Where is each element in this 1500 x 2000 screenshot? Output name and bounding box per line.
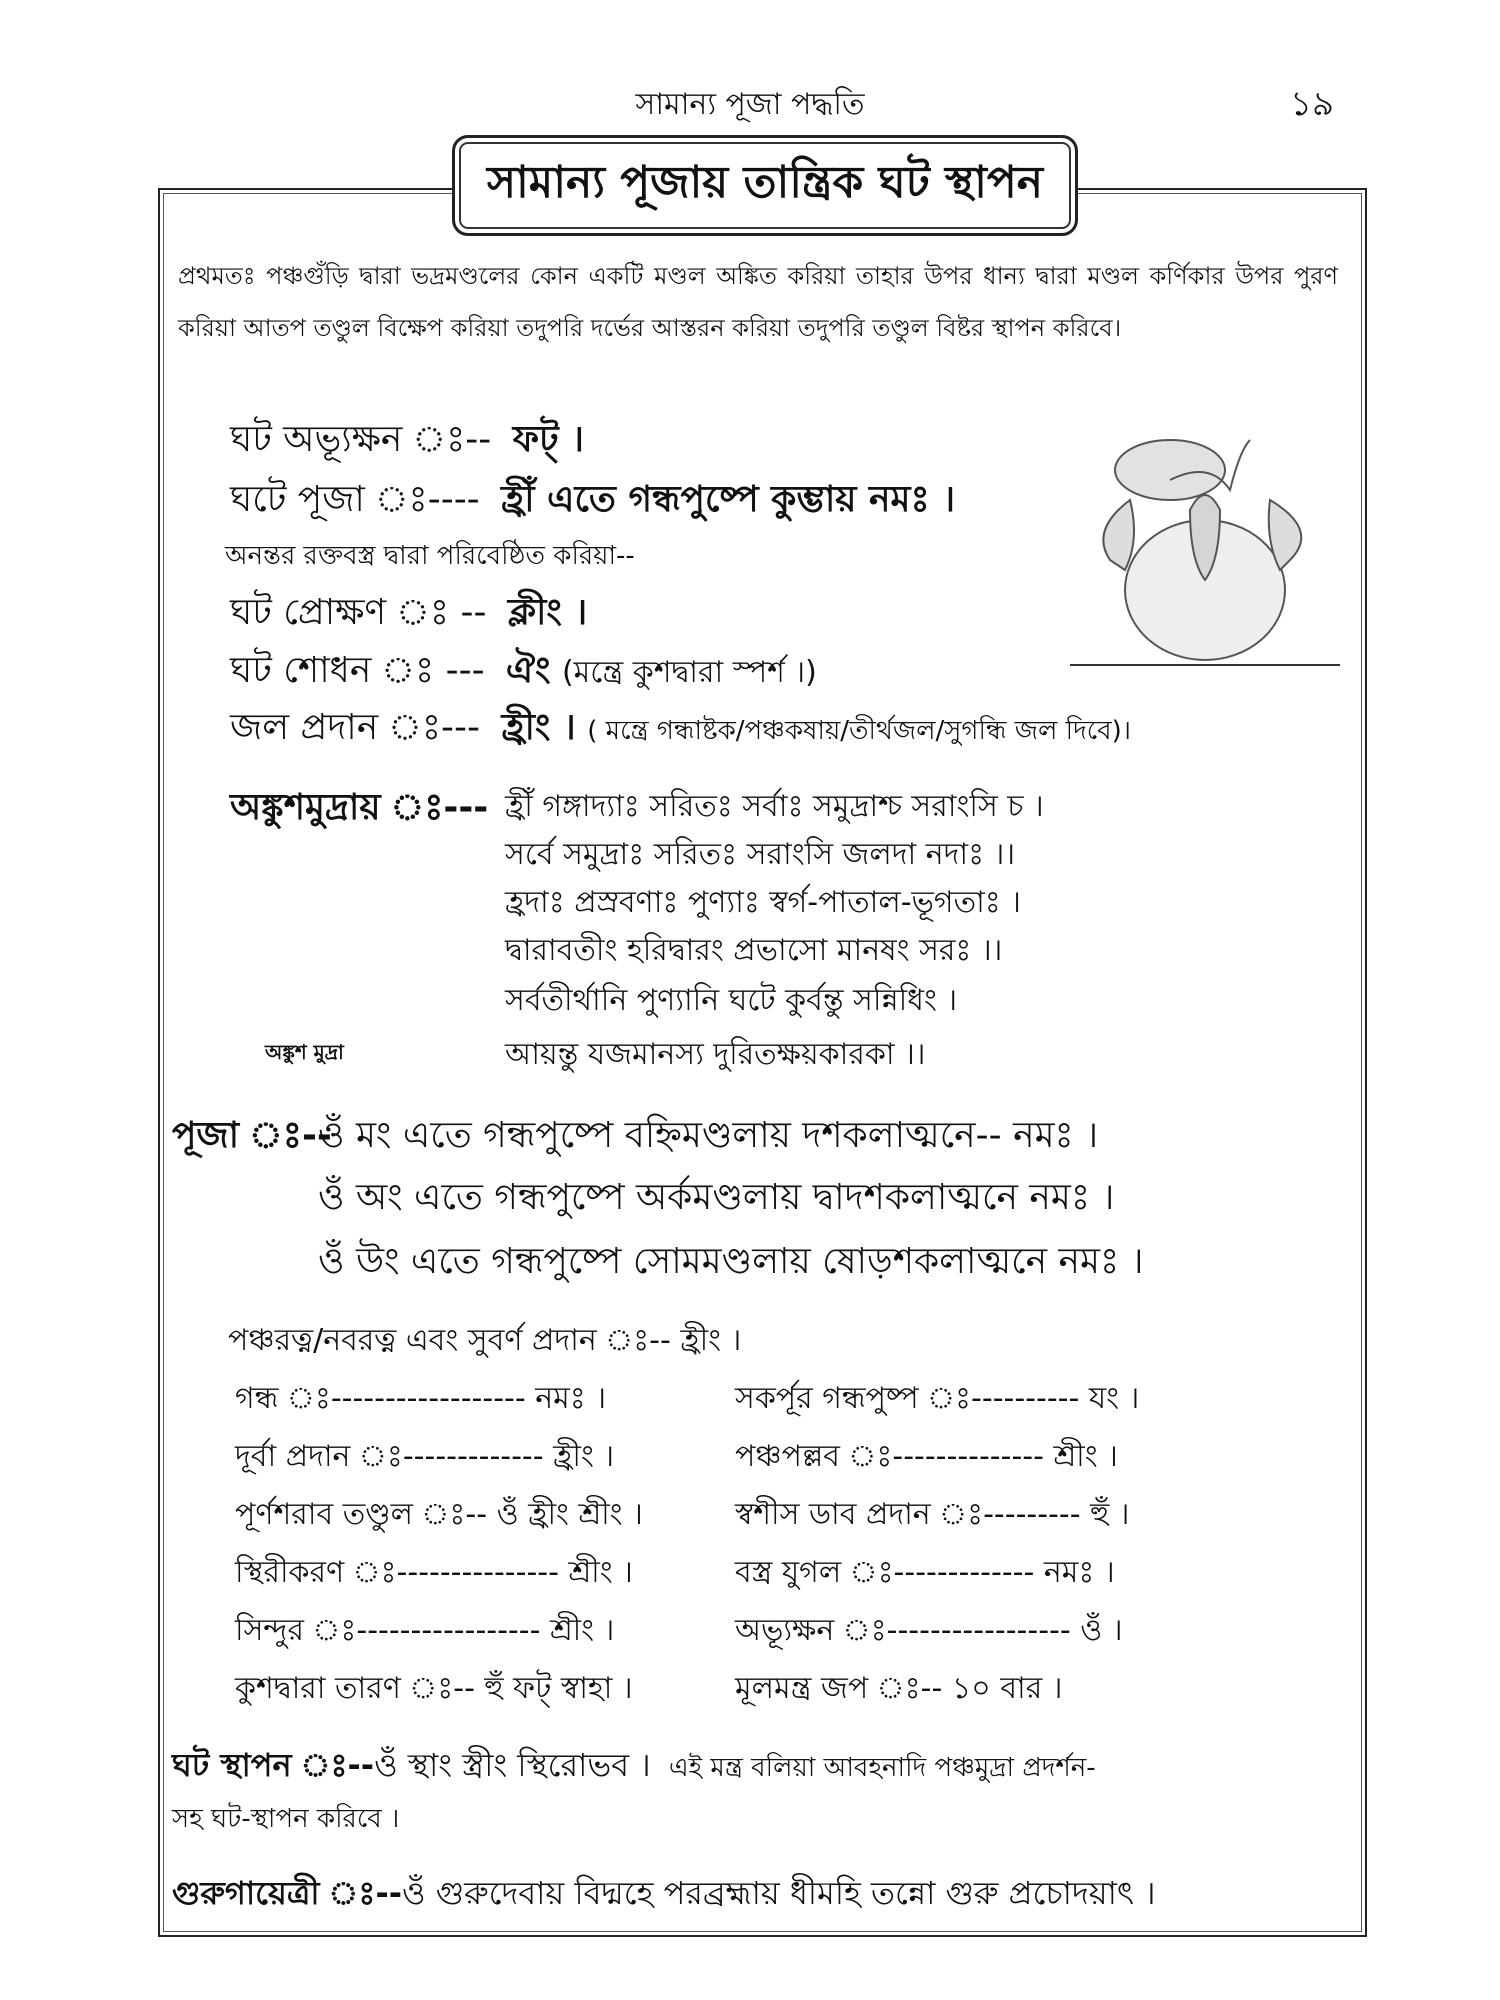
step-ghat-prokshan <box>230 585 587 645</box>
offering-right-mantra: ওঁ । <box>1080 1613 1123 1648</box>
ghat-pot-illustration <box>1070 420 1340 670</box>
offering-row-right <box>735 1374 1139 1425</box>
guru-gayatri-line <box>172 1868 1156 1922</box>
offering-row-right <box>735 1432 1118 1483</box>
offering-row-right <box>735 1606 1123 1657</box>
pancharatna-line: পঞ্চরত্ন/নবরত্ন এবং সুবর্ণ প্রদান ঃ-- হ্রীং । <box>228 1323 742 1358</box>
offering-left-mantra: ওঁ হ্রীং শ্রীং । <box>496 1497 643 1532</box>
intro-paragraph: প্রথমতঃ পঞ্চগুঁড়ি দ্বারা ভদ্রমণ্ডলের কোন একটি মণ্ডল অঙ্কিত করিয়া তাহার উপর ধান্য দ্বারা মণ্ডল কর্ণিকার উপর পুরণ করিয়া আতপ তণ্ডুল বিক্ষেপ করিয়া তদুপরি দর্ভের আস্তরন করিয়া তদুপরি তণ্ডুল বিষ্টর স্থাপন করিবে। <box>178 262 1338 342</box>
offering-right-mantra: নমঃ । <box>1043 1555 1115 1590</box>
step-paren: ( মন্ত্রে গন্ধাষ্টক/পঞ্চকষায়/তীর্থজল/সুগন্ধি জল দিবে)। <box>587 716 1132 746</box>
offering-row <box>235 1432 614 1483</box>
mulmantra-jap-line: মূলমন্ত্র জপ ঃ-- ১০ বার । <box>735 1671 1063 1706</box>
step-jal-pradan <box>230 700 1131 760</box>
offering-left-mantra: শ্রীং । <box>549 1613 615 1648</box>
ankusha-line-5: সর্বতীর্থানি পুণ্যানি ঘটে কুর্বন্তু সন্নিধিং । <box>505 983 958 1018</box>
offering-right-label: বস্ত্র যুগল ঃ------------- <box>735 1555 1035 1590</box>
step-label: ঘট শোধন ঃ --- <box>230 650 485 691</box>
offering-right-mantra: যং । <box>1088 1381 1140 1416</box>
step-ghat-puja <box>230 472 955 532</box>
step-paren: (মন্ত্রে কুশদ্বারা স্পর্শ ।) <box>561 655 817 690</box>
ankusha-line-1: হ্রীঁ গঙ্গাদ্যাঃ সরিতঃ সর্বাঃ সমুদ্রাশ্চ সরাংসি চ । <box>505 789 1044 824</box>
page-number: ১৯ <box>1290 84 1335 124</box>
offering-left-label: দূর্বা প্রদান ঃ------------- <box>235 1439 544 1474</box>
offering-left-label: সিন্দুর ঃ----------------- <box>235 1613 541 1648</box>
ghat-sthapan-line <box>172 1740 1096 1794</box>
kusha-taran-line: কুশদ্বারা তারণ ঃ-- হুঁ ফট্ স্বাহা । <box>235 1671 633 1706</box>
offering-right-label: অভ্যূক্ষন ঃ----------------- <box>735 1613 1071 1648</box>
step-label: ঘট অভ্যূক্ষন ঃ-- <box>230 419 492 460</box>
puja-line-2: ওঁ অং এতে গন্ধপুষ্পে অর্কমণ্ডলায় দ্বাদশকলাত্মনে নমঃ । <box>318 1177 1115 1218</box>
ankusha-line-4: দ্বারাবতীং হরিদ্বারং প্রভাসো মানষং সরঃ ।। <box>505 933 1003 968</box>
offering-row-right <box>735 1490 1130 1541</box>
offering-left-label: পূর্ণশরাব তণ্ডুল ঃ-- <box>235 1497 488 1532</box>
offering-right-mantra: শ্রীং । <box>1053 1439 1118 1474</box>
offering-row <box>235 1548 633 1599</box>
step-mantra: হ্রীং । <box>501 707 576 748</box>
guru-gayatri-label: গুরুগায়েত্রী ঃ-- <box>172 1874 403 1912</box>
guru-gayatri-mantra: ওঁ গুরুদেবায় বিদ্মহে পরব্রহ্মায় ধীমহি তন্নো গুরু প্রচোদয়াৎ । <box>402 1874 1156 1912</box>
offering-right-label: সকর্পূর গন্ধপুষ্প ঃ---------- <box>735 1381 1080 1416</box>
puja-label: পূজা ঃ-- <box>172 1115 332 1156</box>
step-ghat-abhyukshan <box>230 412 584 472</box>
step-label: ঘট প্রোক্ষণ ঃ -- <box>230 592 487 633</box>
offering-row-right <box>735 1548 1115 1599</box>
ankusha-line-6: আয়ন্তু যজমানস্য দুরিতক্ষয়কারকা ।। <box>505 1037 926 1072</box>
offering-row <box>235 1490 643 1541</box>
offering-left-label: গন্ধ ঃ------------------ <box>235 1381 526 1416</box>
offering-row <box>235 1606 614 1657</box>
ghat-sthapan-rest: এই মন্ত্র বলিয়া আবহনাদি পঞ্চমুদ্রা প্রদর্শন- <box>668 1753 1096 1783</box>
offering-right-label: স্বশীস ডাব প্রদান ঃ--------- <box>735 1497 1081 1532</box>
offering-right-label: পঞ্চপল্লব ঃ-------------- <box>735 1439 1044 1474</box>
section-title: সামান্য পূজায় তান্ত্রিক ঘট স্থাপন <box>486 157 1044 208</box>
offering-left-mantra: শ্রীং । <box>568 1555 633 1590</box>
ankusha-caption: অঙ্কুশ মুদ্রা <box>265 1040 344 1064</box>
offering-left-label: স্থিরীকরণ ঃ--------------- <box>235 1555 559 1590</box>
section-title-box <box>452 135 1078 236</box>
step-label: ঘটে পূজা ঃ---- <box>230 479 480 520</box>
step-note: অনন্তর রক্তবস্ত্র দ্বারা পরিবেষ্ঠিত করিয়া-- <box>225 541 635 571</box>
ankusha-line-2: সর্বে সমুদ্রাঃ সরিতঃ সরাংসি জলদা নদাঃ ।। <box>505 837 1016 872</box>
step-mantra: ঐং <box>506 650 551 691</box>
offering-row <box>235 1374 606 1425</box>
ghat-sthapan-line-2: সহ ঘট-স্থাপন করিবে । <box>172 1804 400 1834</box>
step-ghat-shodhan <box>230 643 817 703</box>
puja-line-3: ওঁ উং এতে গন্ধপুষ্পে সোমমণ্ডলায় ষোড়শকলাত্মনে নমঃ । <box>318 1241 1144 1282</box>
step-mantra: ফট্ । <box>512 419 585 460</box>
ankusha-label: অঙ্কুশমুদ্রায় ঃ--- <box>230 787 489 828</box>
offering-left-mantra: হ্রীং । <box>553 1439 615 1474</box>
puja-line-1: ওঁ মং এতে গন্ধপুষ্পে বহ্নিমণ্ডলায় দশকলাত্মনে-- নমঃ । <box>318 1115 1099 1156</box>
step-mantra: হ্রীঁ এতে গন্ধপুষ্পে কুম্ভায় নমঃ । <box>501 479 956 520</box>
ghat-sthapan-label: ঘট স্থাপন ঃ-- <box>172 1746 375 1784</box>
step-label: জল প্রদান ঃ--- <box>230 707 481 748</box>
running-title: সামান্য পূজা পদ্ধতি <box>635 87 865 122</box>
ghat-sthapan-mantra: ওঁ স্থাং স্ত্রীং স্থিরোভব । <box>374 1746 651 1784</box>
ankusha-line-3: হ্রদাঃ প্রস্রবণাঃ পুণ্যাঃ স্বর্গ-পাতাল-ভূগতাঃ । <box>505 885 1022 920</box>
offering-right-mantra: হুঁ । <box>1090 1497 1130 1532</box>
step-mantra: ক্লীং । <box>507 592 588 633</box>
offering-left-mantra: নমঃ । <box>535 1381 607 1416</box>
